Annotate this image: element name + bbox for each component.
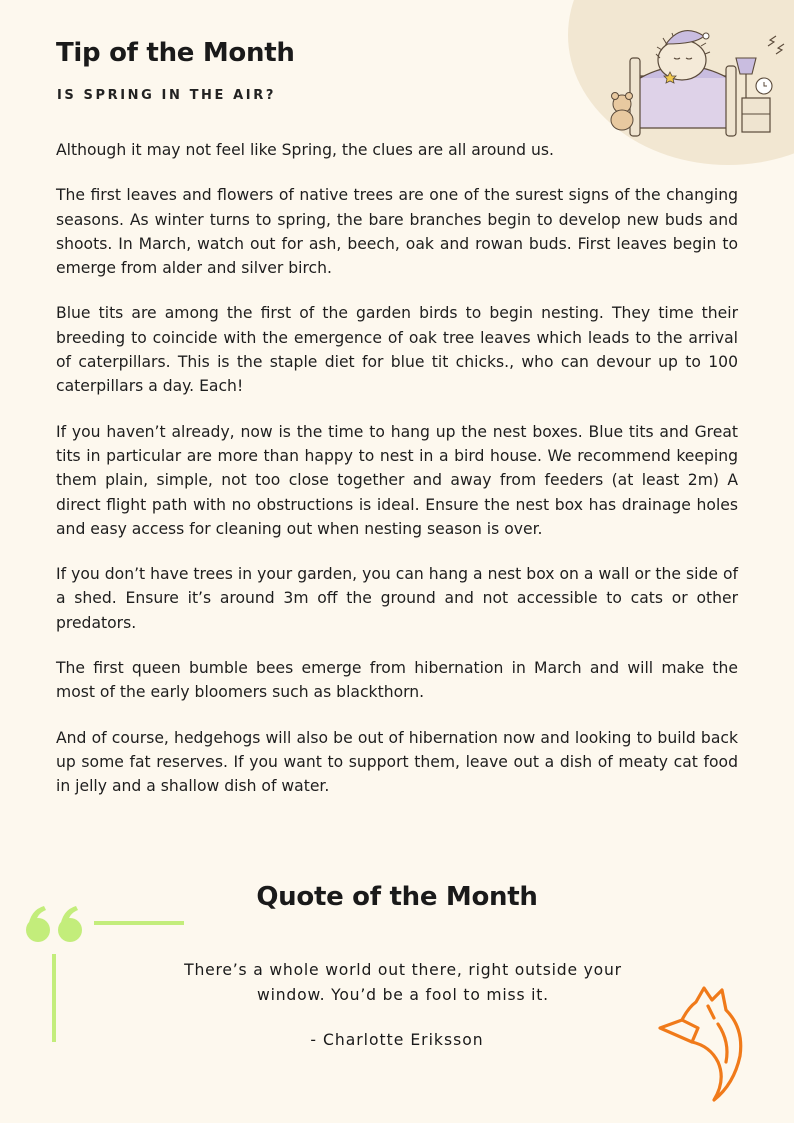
quote-mark-icon: [24, 904, 88, 944]
tip-paragraph: Blue tits are among the first of the garden birds to begin nesting. They time their breeding to coincide with the emergence of oak tree leaves which leads to the arrival of caterpillars. This is the staple diet for blue tit chicks., who can devour up to 100 caterpillars a day. Each!: [56, 304, 738, 396]
tip-paragraph: The first queen bumble bees emerge from hibernation in March and will make the most of the early bloomers such as blackthorn.: [56, 659, 738, 702]
tip-paragraph: If you don’t have trees in your garden, you can hang a nest box on a wall or the side of a shed. Ensure it’s around 3m off the ground and not accessible to cats or other predators.: [56, 565, 738, 632]
quote-text: There’s a whole world out there, right outside your window. You’d be a fool to miss it.: [184, 961, 622, 1004]
quote-author: - Charlotte Eriksson: [310, 1031, 484, 1049]
tip-paragraph: If you haven’t already, now is the time to hang up the nest boxes. Blue tits and Great tits in particular are more than happy to nest in a bird house. We recommend keeping them plain, simple, not too close together and away from feeders (at least 2m) A direct flight path with no obstructions is ideal. Ensure the nest box has drainage holes and easy access for cleaning out when nesting season is over.: [56, 422, 738, 538]
quote-of-month-heading: Quote of the Month: [256, 882, 538, 912]
quote-divider-horizontal: [94, 921, 184, 925]
tip-article-body: [56, 138, 738, 820]
tip-paragraph: Although it may not feel like Spring, the clues are all around us.: [56, 141, 554, 159]
tip-paragraph: And of course, hedgehogs will also be out of hibernation now and looking to build back up some fat reserves. If you want to support them, leave out a dish of meaty cat food in jelly and a shallow dish of water.: [56, 728, 738, 796]
tip-subtitle: IS SPRING IN THE AIR?: [57, 88, 276, 103]
tip-of-month-title: Tip of the Month: [56, 38, 295, 68]
fox-logo-icon: [652, 984, 752, 1104]
tip-paragraph: The first leaves and flowers of native trees are one of the surest signs of the changing seasons. As winter turns to spring, the bare branches begin to develop new buds and shoots. In March, watch out for ash, beech, oak and rowan buds. First leaves begin to emerge from alder and silver birch.: [56, 186, 738, 278]
sleeping-hedgehog-illustration: [600, 18, 794, 138]
quote-divider-vertical: [52, 954, 56, 1042]
